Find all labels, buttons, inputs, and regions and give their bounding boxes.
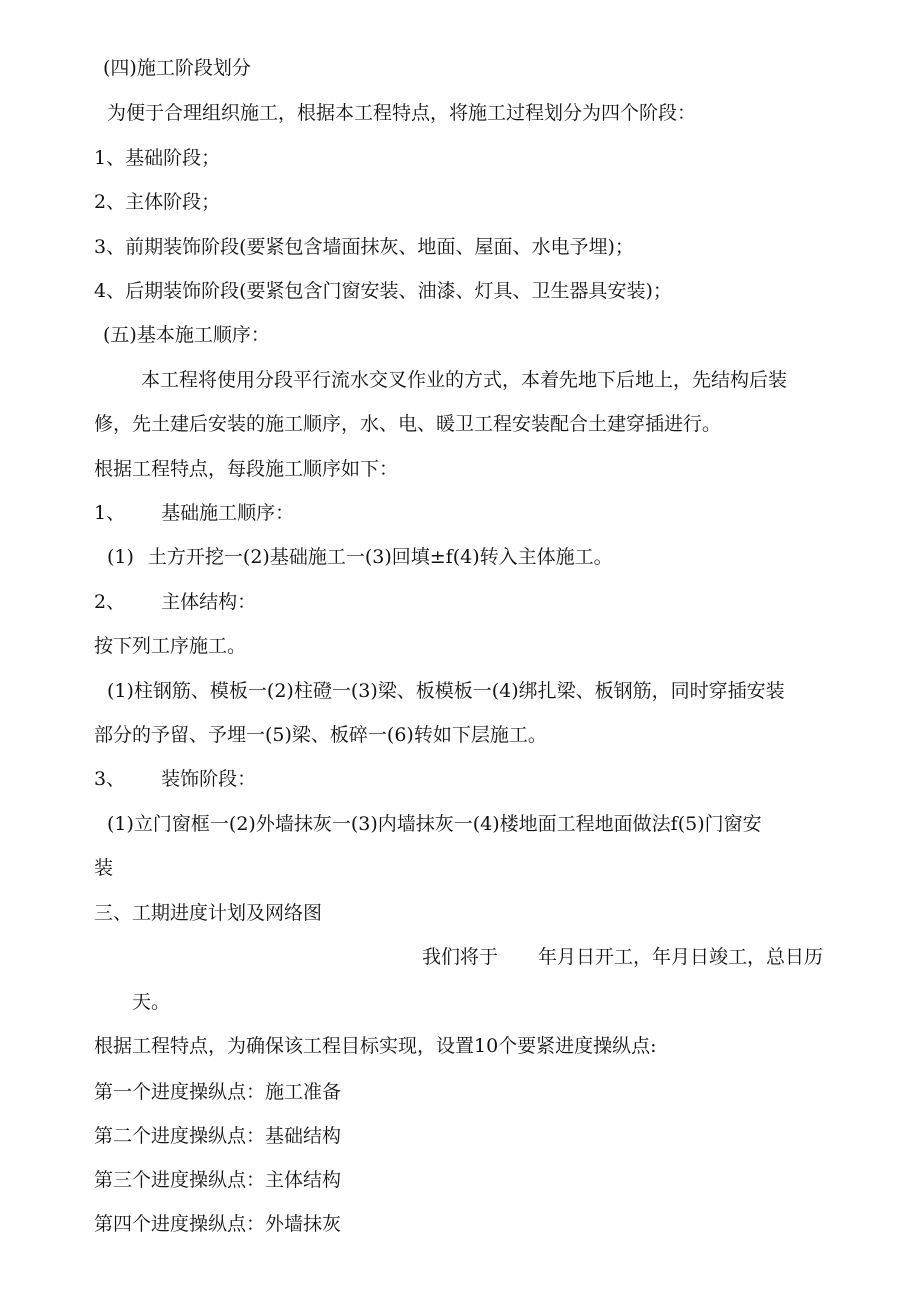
paragraph-procedure-intro: 按下列工序施工。	[94, 635, 247, 657]
schedule-text-start: 我们将于	[422, 946, 499, 968]
foundation-steps	[107, 545, 613, 569]
section-heading-schedule: 三、工期进度计划及网络图	[94, 902, 323, 924]
control-point-2: 第二个进度操纵点：基础结构	[94, 1125, 342, 1147]
main-structure-steps-line-1: (1)柱钢筋、模板一(2)柱磴一(3)梁、板模板一(4)绑扎梁、板钢筋，同时穿插安装	[107, 680, 785, 702]
decoration-steps-line-1: (1)立门窗框一(2)外墙抹灰一(3)内墙抹灰一(4)楼地面工程地面做法f(5)门窗安	[107, 813, 762, 835]
main-structure-steps-line-2: 部分的予留、予埋一(5)梁、板碎一(6)转如下层施工。	[94, 724, 547, 746]
list-number: 2、	[94, 591, 126, 613]
paragraph-method-line-1: 本工程将使用分段平行流水交叉作业的方式，本着先地下后地上，先结构后装	[141, 369, 788, 391]
step-text: 土方开挖一(2)基础施工一(3)回填±f(4)转入主体施工。	[147, 546, 613, 568]
control-point-4: 第四个进度操纵点：外墙抹灰	[94, 1213, 342, 1235]
list-text: 装饰阶段：	[161, 768, 257, 790]
paragraph-schedule-days: 天。	[132, 991, 171, 1013]
list-item-stage-1: 1、基础阶段；	[94, 147, 221, 169]
subheading-main-structure	[94, 590, 256, 614]
list-text: 主体结构：	[161, 591, 257, 613]
control-point-1: 第一个进度操纵点：施工准备	[94, 1081, 342, 1103]
paragraph-control-points-intro: 根据工程特点，为确保该工程目标实现，设置10个要紧进度操纵点:	[94, 1035, 657, 1057]
schedule-text-dates: 年月日开工，年月日竣工，总日历	[538, 946, 824, 968]
list-text: 基础施工顺序：	[161, 502, 295, 524]
decoration-steps-line-2: 装	[94, 857, 114, 879]
paragraph-stage-intro: 为便于合理组织施工，根据本工程特点，将施工过程划分为四个阶段：	[107, 102, 697, 124]
list-item-stage-2: 2、主体阶段；	[94, 191, 221, 213]
list-number: 3、	[94, 768, 126, 790]
paragraph-sequence-intro: 根据工程特点，每段施工顺序如下：	[94, 458, 399, 480]
list-item-stage-4: 4、后期装饰阶段(要紧包含门窗安装、油漆、灯具、卫生器具安装)；	[94, 280, 672, 302]
section-heading-construction-stages: (四)施工阶段划分	[103, 57, 251, 79]
subheading-foundation-sequence	[94, 501, 294, 525]
control-point-3: 第三个进度操纵点：主体结构	[94, 1169, 342, 1191]
subheading-decoration-stage	[94, 767, 256, 791]
step-number: (1)	[107, 546, 134, 568]
list-item-stage-3: 3、前期装饰阶段(要紧包含墙面抹灰、地面、屋面、水电予埋)；	[94, 236, 634, 258]
paragraph-schedule-dates	[422, 945, 823, 969]
section-heading-construction-sequence: (五)基本施工顺序：	[103, 324, 270, 346]
paragraph-method-line-2: 修，先土建后安装的施工顺序，水、电、暖卫工程安装配合土建穿插进行。	[94, 413, 722, 435]
list-number: 1、	[94, 502, 126, 524]
